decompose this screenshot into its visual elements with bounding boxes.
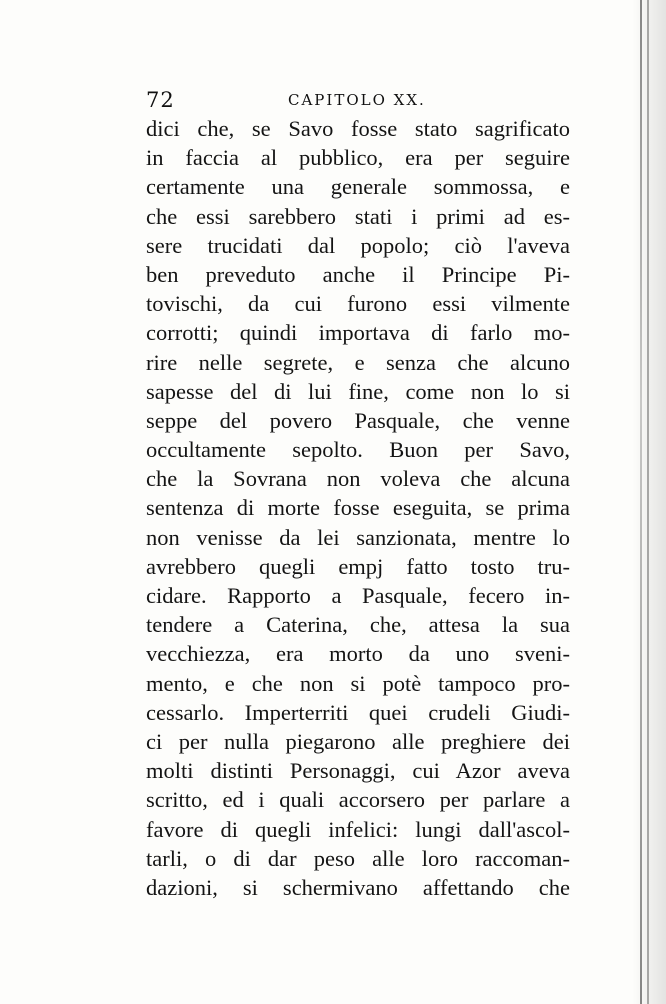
running-head — [146, 88, 570, 114]
text-line: vecchiezza, era morto da uno sveni- — [146, 641, 570, 667]
text-line: che la Sovrana non voleva che alcuna — [146, 466, 570, 492]
text-line: favore di quegli infelici: lungi dall'ascol- — [146, 816, 570, 842]
text-line: che essi sarebbero stati i primi ad es- — [146, 203, 570, 229]
page-number: 72 — [146, 88, 175, 112]
text-line: ben preveduto anche il Principe Pi- — [146, 261, 570, 287]
text-line: dici che, se Savo fosse stato sagrificato — [146, 116, 570, 141]
text-line: corrotti; quindi importava di farlo mo- — [146, 320, 570, 346]
text-line: occultamente sepolto. Buon per Savo, — [146, 437, 570, 463]
text-line: scritto, ed i quali accorsero per parlare a — [146, 787, 570, 813]
text-line: tarli, o di dar peso alle loro raccoman- — [146, 845, 570, 871]
page-gutter-shadow — [632, 0, 666, 1004]
text-line: ci per nulla piegarono alle preghiere dei — [146, 728, 570, 754]
text-line: seppe del povero Pasquale, che venne — [146, 407, 570, 433]
text-line: tovischi, da cui furono essi vilmente — [146, 291, 570, 317]
text-line: in faccia al pubblico, era per seguire — [146, 145, 570, 171]
page-binding-edge-inner — [647, 0, 649, 1004]
text-line: sere trucidati dal popolo; ciò l'aveva — [146, 232, 570, 258]
chapter-title: CAPITOLO XX. — [288, 91, 426, 109]
text-line: sapesse del di lui fine, come non lo si — [146, 378, 570, 404]
text-line: molti distinti Personaggi, cui Azor aveva — [146, 758, 570, 784]
body-text — [146, 114, 570, 902]
text-line: cidare. Rapporto a Pasquale, fecero in- — [146, 583, 570, 608]
text-line: tendere a Caterina, che, attesa la sua — [146, 612, 570, 638]
text-line: non venisse da lei sanzionata, mentre lo — [146, 524, 570, 550]
text-line: cessarlo. Imperterriti quei crudeli Giudi- — [146, 699, 570, 725]
text-line: rire nelle segrete, e senza che alcuno — [146, 349, 570, 375]
text-line: certamente una generale sommossa, e — [146, 174, 570, 200]
text-line: mento, e che non si potè tampoco pro- — [146, 670, 570, 696]
text-line: dazioni, si schermivano affettando che — [146, 874, 570, 900]
page-binding-edge — [640, 0, 642, 1004]
text-line: sentenza di morte fosse eseguita, se prima — [146, 495, 570, 521]
text-line: avrebbero quegli empj fatto tosto tru- — [146, 553, 570, 579]
